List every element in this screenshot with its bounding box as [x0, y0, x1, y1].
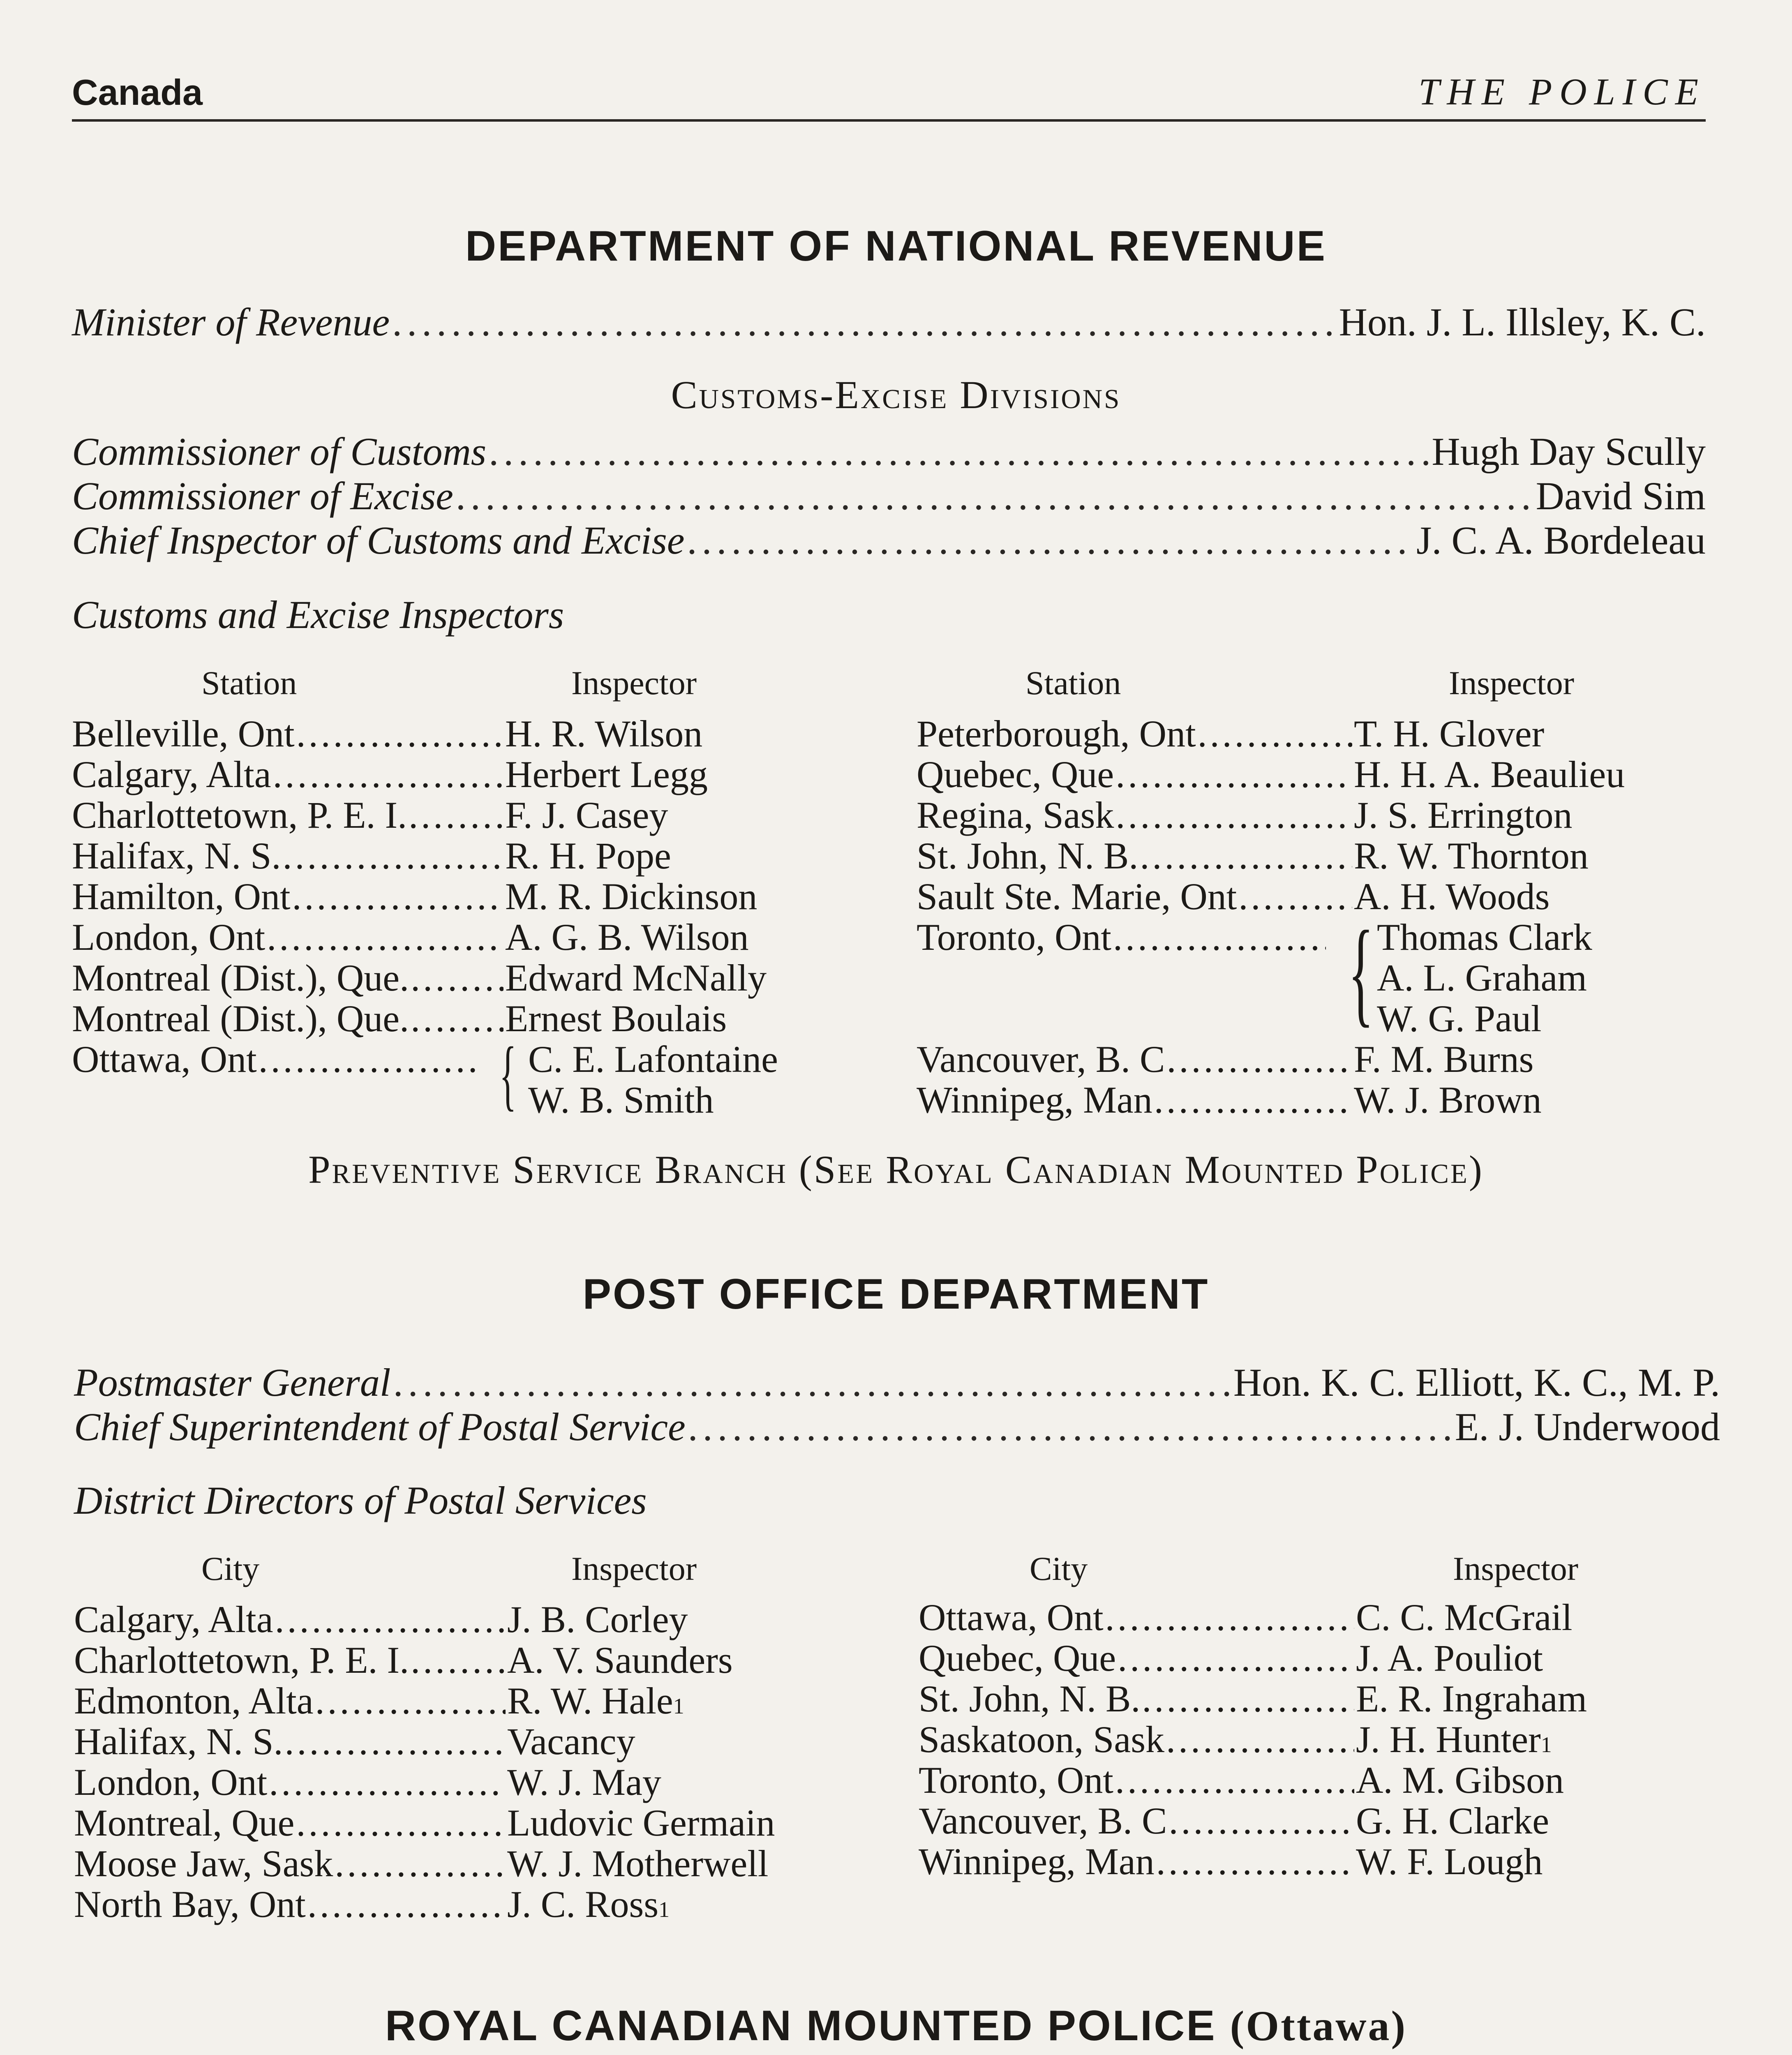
table-row — [917, 917, 1352, 958]
table-row — [919, 1637, 1354, 1679]
director-entry — [507, 1639, 733, 1681]
dot-leader — [1140, 835, 1352, 876]
dot-leader — [409, 794, 503, 836]
inspector-name: C. E. Lafontaine — [528, 1038, 778, 1080]
table-row — [72, 957, 503, 998]
city-name: Calgary, Alta — [74, 1598, 273, 1640]
dot-leader — [273, 754, 503, 795]
inspector-name: W. J. Brown — [1354, 1079, 1542, 1121]
station-name: Halifax, N. S. — [72, 835, 281, 877]
official-title: Chief Superintendent of Postal Service — [74, 1405, 686, 1449]
official-title: Commissioner of Customs — [72, 429, 487, 473]
dot-leader — [1156, 1841, 1354, 1882]
minister-value: Hon. J. L. Illsley, K. C. — [1339, 300, 1706, 344]
director-name: W. J. May — [507, 1761, 661, 1803]
director-entry — [1356, 1637, 1543, 1679]
dot-leader — [335, 1843, 506, 1884]
table-row — [919, 1719, 1354, 1760]
inspector-name: H. R. Wilson — [505, 713, 703, 755]
dot-leader — [1198, 713, 1352, 754]
director-entry — [507, 1721, 635, 1762]
col-inspector-left-post: Inspector — [571, 1550, 697, 1587]
table-row — [919, 1841, 1354, 1882]
official-name: J. C. A. Bordeleau — [1416, 518, 1706, 562]
table-row — [72, 917, 503, 958]
revenue-title: DEPARTMENT OF NATIONAL REVENUE — [465, 222, 1327, 270]
dot-leader — [489, 429, 1428, 474]
dot-leader — [282, 835, 503, 876]
director-entry — [1356, 1759, 1564, 1801]
col-city-right: City — [1030, 1550, 1088, 1587]
city-name: Charlottetown, P. E. I. — [74, 1639, 409, 1681]
city-name: Vancouver, B. C — [919, 1800, 1167, 1842]
table-row — [919, 1597, 1354, 1638]
inspector-name: Ernest Boulais — [505, 997, 727, 1039]
brace-glyph: { — [499, 1031, 517, 1118]
director-entry — [507, 1599, 688, 1640]
col-inspector-right: Inspector — [1449, 664, 1575, 702]
dot-leader — [456, 474, 1533, 518]
dot-leader — [688, 1405, 1452, 1449]
dot-leader — [1166, 1719, 1354, 1760]
dot-leader — [411, 957, 503, 998]
inspectors-subtitle: Customs and Excise Inspectors — [72, 593, 564, 637]
city-name: London, Ont — [74, 1761, 268, 1803]
inspector-name: A. H. Woods — [1354, 875, 1550, 917]
col-inspector-left: Inspector — [571, 664, 697, 702]
official-row — [72, 518, 1706, 563]
table-row — [72, 835, 503, 876]
director-name: A. M. Gibson — [1356, 1759, 1564, 1801]
official-name: Hon. K. C. Elliott, K. C., M. P. — [1233, 1360, 1720, 1404]
inspector-name: F. J. Casey — [505, 794, 668, 836]
station-name: Charlottetown, P. E. I. — [72, 794, 407, 836]
table-row — [72, 754, 503, 795]
official-row — [72, 474, 1706, 518]
dot-leader — [411, 1639, 506, 1681]
table-row — [72, 794, 503, 836]
inspector-name: Thomas Clark — [1377, 916, 1592, 958]
dot-leader — [1168, 1800, 1354, 1841]
director-name: Ludovic Germain — [507, 1802, 775, 1844]
dot-leader — [1238, 876, 1352, 917]
city-name: Edmonton, Alta — [74, 1680, 314, 1722]
city-name: Ottawa, Ont — [919, 1596, 1104, 1638]
official-title: Postmaster General — [74, 1360, 391, 1404]
table-row — [919, 1759, 1354, 1801]
director-entry — [1356, 1597, 1572, 1638]
dot-leader — [1118, 1637, 1354, 1679]
director-entry: J. C. Ross 1 — [507, 1883, 670, 1925]
city-name: Winnipeg, Man — [919, 1840, 1155, 1882]
table-row — [917, 754, 1352, 795]
director-name: J. C. Ross — [507, 1883, 659, 1925]
table-row — [74, 1721, 506, 1762]
dot-leader — [284, 1721, 506, 1762]
rcmp-title-text: ROYAL CANADIAN MOUNTED POLICE — [385, 2002, 1217, 2050]
official-title: Commissioner of Excise — [72, 474, 453, 518]
dot-leader — [1113, 917, 1326, 958]
dot-leader — [1105, 1597, 1354, 1638]
post-title: POST OFFICE DEPARTMENT — [582, 1270, 1210, 1318]
director-name: J. H. Hunter — [1356, 1718, 1541, 1760]
director-name: E. R. Ingraham — [1356, 1678, 1587, 1720]
director-entry — [507, 1762, 661, 1803]
table-row — [917, 794, 1352, 836]
col-city-left: City — [201, 1550, 260, 1587]
director-entry: R. W. Hale 1 — [507, 1680, 684, 1722]
brace-glyph: { — [1348, 907, 1374, 1038]
director-name: W. F. Lough — [1356, 1840, 1543, 1882]
station-name: Hamilton, Ont — [72, 875, 291, 917]
station-name: St. John, N. B. — [917, 835, 1138, 877]
city-name: Montreal, Que — [74, 1802, 295, 1844]
dot-leader — [411, 998, 503, 1039]
station-name: London, Ont — [72, 916, 266, 958]
inspector-name: J. S. Errington — [1354, 794, 1573, 836]
director-name: A. V. Saunders — [507, 1639, 733, 1681]
director-entry — [507, 1843, 768, 1884]
dot-leader — [259, 1039, 477, 1080]
station-name: Ottawa, Ont — [72, 1038, 257, 1080]
revenue-minister-row — [72, 300, 1706, 344]
director-name: C. C. McGrail — [1356, 1596, 1573, 1638]
inspector-name: Edward McNally — [505, 957, 767, 999]
table-row — [917, 1039, 1352, 1080]
station-name: Peterborough, Ont — [917, 713, 1196, 755]
dot-leader — [315, 1680, 506, 1721]
director-entry — [1356, 1678, 1587, 1719]
director-entry — [1356, 1800, 1549, 1841]
dot-leader — [292, 876, 503, 917]
director-name: J. B. Corley — [507, 1598, 688, 1640]
director-entry — [507, 1802, 775, 1843]
dot-leader — [1166, 1039, 1352, 1080]
director-name: J. A. Pouliot — [1356, 1637, 1543, 1679]
city-name: North Bay, Ont — [74, 1883, 306, 1925]
inspector-name: A. G. B. Wilson — [505, 916, 749, 958]
director-name: G. H. Clarke — [1356, 1800, 1550, 1842]
dot-leader — [1115, 794, 1352, 836]
col-inspector-right-post: Inspector — [1453, 1550, 1579, 1587]
dot-leader — [1115, 1759, 1354, 1801]
table-row — [919, 1800, 1354, 1841]
table-row — [917, 713, 1352, 754]
header-section: THE POLICE — [1418, 71, 1706, 113]
director-name: R. W. Hale — [507, 1680, 673, 1722]
table-row — [917, 876, 1352, 917]
table-row — [72, 713, 503, 754]
dot-leader — [307, 1884, 506, 1925]
dot-leader — [393, 1360, 1230, 1405]
official-name: David Sim — [1536, 474, 1706, 518]
city-name: Toronto, Ont — [919, 1759, 1113, 1801]
city-name: St. John, N. B. — [919, 1678, 1141, 1720]
rcmp-title — [0, 2002, 1792, 2050]
station-name: Regina, Sask — [917, 794, 1114, 836]
official-title: Chief Inspector of Customs and Excise — [72, 518, 685, 562]
director-entry: J. H. Hunter 1 — [1356, 1718, 1552, 1760]
city-name: Halifax, N. S. — [74, 1720, 283, 1762]
official-row — [72, 429, 1706, 474]
preventive-service-note: Preventive Service Branch (See Royal Canadian Mounted Police) — [308, 1148, 1484, 1191]
dot-leader — [267, 917, 503, 958]
customs-divisions-title: Customs-Excise Divisions — [671, 373, 1121, 417]
city-name: Quebec, Que — [919, 1637, 1116, 1679]
station-name: Montreal (Dist.), Que. — [72, 997, 409, 1039]
col-station-left: Station — [201, 664, 297, 702]
table-row — [72, 1039, 503, 1080]
table-row — [74, 1680, 506, 1721]
station-name: Quebec, Que — [917, 753, 1114, 795]
dot-leader — [687, 518, 1413, 563]
table-row — [74, 1843, 506, 1884]
dot-leader — [296, 1802, 506, 1843]
dot-leader — [1115, 754, 1352, 795]
table-row — [74, 1599, 506, 1640]
station-name: Belleville, Ont — [72, 713, 295, 755]
inspector-name: A. L. Graham — [1377, 957, 1587, 999]
director-entry — [1356, 1841, 1543, 1882]
rcmp-title-paren: (Ottawa) — [1230, 2002, 1407, 2050]
station-name: Sault Ste. Marie, Ont — [917, 875, 1237, 917]
dot-leader — [275, 1599, 506, 1640]
dot-leader — [1142, 1678, 1354, 1719]
director-name: W. J. Motherwell — [507, 1843, 769, 1884]
col-station-right: Station — [1025, 664, 1121, 702]
director-name: Vacancy — [507, 1720, 635, 1762]
official-name: Hugh Day Scully — [1432, 429, 1706, 473]
station-name: Winnipeg, Man — [917, 1079, 1152, 1121]
table-row — [74, 1802, 506, 1843]
station-name: Toronto, Ont — [917, 916, 1111, 958]
city-name: Moose Jaw, Sask — [74, 1843, 333, 1884]
station-name: Calgary, Alta — [72, 753, 271, 795]
inspector-name: F. M. Burns — [1354, 1038, 1534, 1080]
city-name: Saskatoon, Sask — [919, 1718, 1164, 1760]
running-header — [72, 70, 1706, 122]
directors-subtitle: District Directors of Postal Services — [74, 1478, 647, 1522]
official-row — [74, 1405, 1720, 1449]
dot-leader — [269, 1762, 506, 1803]
table-row — [917, 835, 1352, 876]
inspector-name: W. B. Smith — [528, 1079, 714, 1121]
inspector-name: M. R. Dickinson — [505, 875, 757, 917]
inspector-name: Herbert Legg — [505, 753, 708, 795]
table-row — [74, 1762, 506, 1803]
station-name: Montreal (Dist.), Que. — [72, 957, 409, 999]
inspector-name: T. H. Glover — [1354, 713, 1545, 755]
dot-leader — [1154, 1079, 1352, 1120]
official-name: E. J. Underwood — [1455, 1405, 1720, 1449]
inspector-name: R. H. Pope — [505, 835, 671, 877]
table-row — [917, 1079, 1352, 1120]
minister-label: Minister of Revenue — [72, 300, 390, 344]
header-country: Canada — [72, 72, 203, 113]
table-row — [72, 998, 503, 1039]
inspector-name: R. W. Thornton — [1354, 835, 1589, 877]
table-row — [919, 1678, 1354, 1719]
official-row — [74, 1360, 1720, 1405]
dot-leader — [392, 300, 1336, 344]
table-row — [74, 1639, 506, 1681]
station-name: Vancouver, B. C — [917, 1038, 1165, 1080]
inspector-name: H. H. A. Beaulieu — [1354, 753, 1625, 795]
table-row — [72, 876, 503, 917]
dot-leader — [296, 713, 503, 754]
table-row — [74, 1884, 506, 1925]
inspector-name: W. G. Paul — [1377, 997, 1542, 1039]
